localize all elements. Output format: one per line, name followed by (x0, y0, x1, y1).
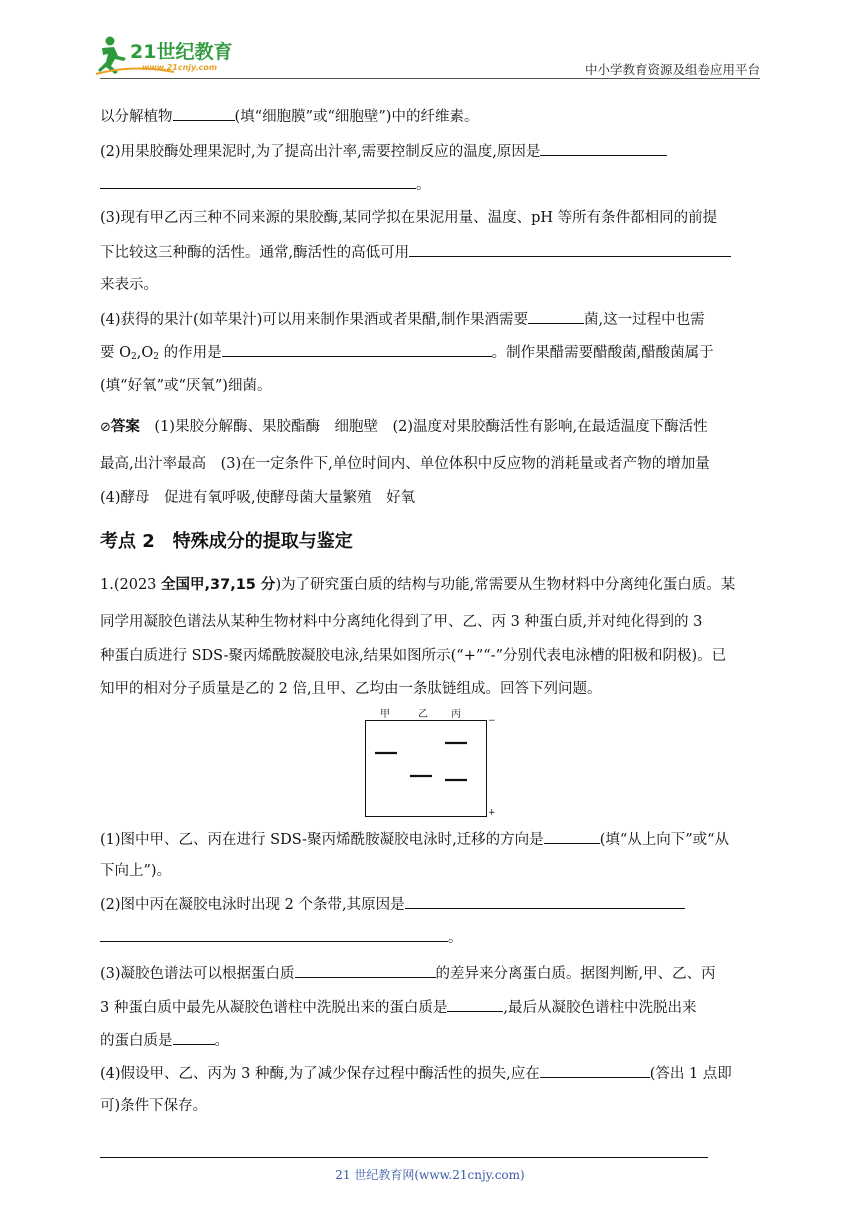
answer-blank[interactable] (409, 242, 731, 257)
subq3-line-3: 的蛋白质是 。 (100, 1030, 229, 1051)
lane-label-yi: 乙 (418, 709, 428, 720)
q1-stem-line-2: 同学用凝胶色谱法从某种生物材料中分离纯化得到了甲、乙、丙 3 种蛋白质,并对纯化得到的 3 (100, 614, 703, 630)
cathode-label: − (488, 716, 496, 726)
prev-q2-line-2: 。 (100, 174, 431, 195)
q1-stem-line-4: 知甲的相对分子质量是乙的 2 倍,且甲、乙均由一条肽链组成。回答下列问题。 (100, 681, 602, 697)
section-heading: 考点 2 特殊成分的提取与鉴定 (100, 531, 353, 552)
answer-blank[interactable] (540, 141, 667, 156)
answer-blank[interactable] (540, 1063, 650, 1078)
footer-link[interactable]: 21 世纪教育网(www.21cnjy.com) (335, 1168, 525, 1182)
prev-q3-line-3: 来表示。 (100, 277, 158, 293)
answer-check-icon: ⊘ (100, 420, 111, 435)
prev-q3-line-2: 下比较这三种酶的活性。通常,酶活性的高低可用 (100, 242, 731, 263)
prev-q3-line-1: (3)现有甲乙丙三种不同来源的果胶酶,某同学拟在果泥用量、温度、pH 等所有条件都相同的前提 (100, 210, 718, 226)
answer-blank[interactable] (447, 997, 503, 1012)
answer-line-3: (4)酵母 促进有氧呼吸,使酵母菌大量繁殖 好氧 (100, 490, 416, 506)
prev-q4-line-3: (填“好氧”或“厌氧”)细菌。 (100, 378, 272, 394)
header-slogan: 中小学教育资源及组卷应用平台 (584, 62, 760, 77)
subq4-line-1: (4)假设甲、乙、丙为 3 种酶,为了减少保存过程中酶活性的损失,应在 (答出 1 点即 (100, 1063, 732, 1084)
anode-label: + (488, 808, 496, 818)
answer-label: 答案 (110, 419, 140, 435)
q1-stem-line-1: 1.(2023 全国甲,37,15 分)为了研究蛋白质的结构与功能,常需要从生物材料中分离纯化蛋白质。某 (100, 577, 736, 593)
answer-blank[interactable] (295, 963, 436, 978)
prev-q1-line: 以分解植物 (填“细胞膜”或“细胞壁”)中的纤维素。 (100, 106, 478, 127)
answer-line-1: ⊘答案 (1)果胶分解酶、果胶酯酶 细胞壁 (2)温度对果胶酶活性有影响,在最适温度下酶活性 (100, 419, 708, 435)
lane-label-bing: 丙 (451, 709, 461, 720)
answer-blank[interactable] (544, 829, 600, 844)
answer-line-2: 最高,出汁率最高 (3)在一定条件下,单位时间内、单位体积中反应物的消耗量或者产物的增加量 (100, 456, 710, 472)
q1-stem-line-3: 种蛋白质进行 SDS-聚丙烯酰胺凝胶电泳,结果如图所示(“+”“-”分别代表电泳槽的阳极和阴极)。已 (100, 648, 727, 664)
footer-divider (100, 1157, 708, 1158)
gel-box (365, 720, 487, 817)
svg-text:www.21cnjy.com: www.21cnjy.com (142, 63, 218, 72)
answer-blank[interactable] (100, 174, 416, 189)
lane-label-jia: 甲 (380, 709, 390, 720)
subq4-line-2: 可)条件下保存。 (100, 1098, 208, 1114)
subq1-line-1: (1)图中甲、乙、丙在进行 SDS-聚丙烯酰胺凝胶电泳时,迁移的方向是 (填“从上向下”或“从 (100, 829, 729, 850)
prev-q4-line-1: (4)获得的果汁(如苹果汁)可以用来制作果酒或者果醋,制作果酒需要 菌,这一过程中也需 (100, 309, 705, 330)
answer-blank[interactable] (528, 309, 584, 324)
answer-blank[interactable] (173, 106, 235, 121)
header-divider (100, 78, 760, 79)
subq2-line-2: 。 (100, 927, 463, 948)
answer-blank[interactable] (405, 894, 685, 909)
prev-q4-line-2: 要 $O_2,O_2$ 的作用是 。制作果醋需要醋酸菌,醋酸菌属于 (100, 342, 714, 367)
site-logo[interactable] (94, 34, 264, 76)
svg-text:21世纪教育: 21世纪教育 (130, 41, 233, 63)
question-source: 全国甲,37,15 分 (161, 577, 276, 593)
subq3-line-2: 3 种蛋白质中最先从凝胶色谱柱中洗脱出来的蛋白质是 ,最后从凝胶色谱柱中洗脱出来 (100, 997, 696, 1018)
answer-blank[interactable] (173, 1030, 215, 1045)
runner-logo-icon (94, 34, 264, 76)
answer-blank[interactable] (222, 342, 492, 357)
prev-q2-line: (2)用果胶酶处理果泥时,为了提高出汁率,需要控制反应的温度,原因是 (100, 141, 667, 162)
subq2-line-1: (2)图中丙在凝胶电泳时出现 2 个条带,其原因是 (100, 894, 685, 915)
answer-blank[interactable] (100, 927, 448, 942)
subq3-line-1: (3)凝胶色谱法可以根据蛋白质 的差异来分离蛋白质。据图判断,甲、乙、丙 (100, 963, 716, 984)
subq1-line-2: 下向上”)。 (100, 863, 172, 879)
